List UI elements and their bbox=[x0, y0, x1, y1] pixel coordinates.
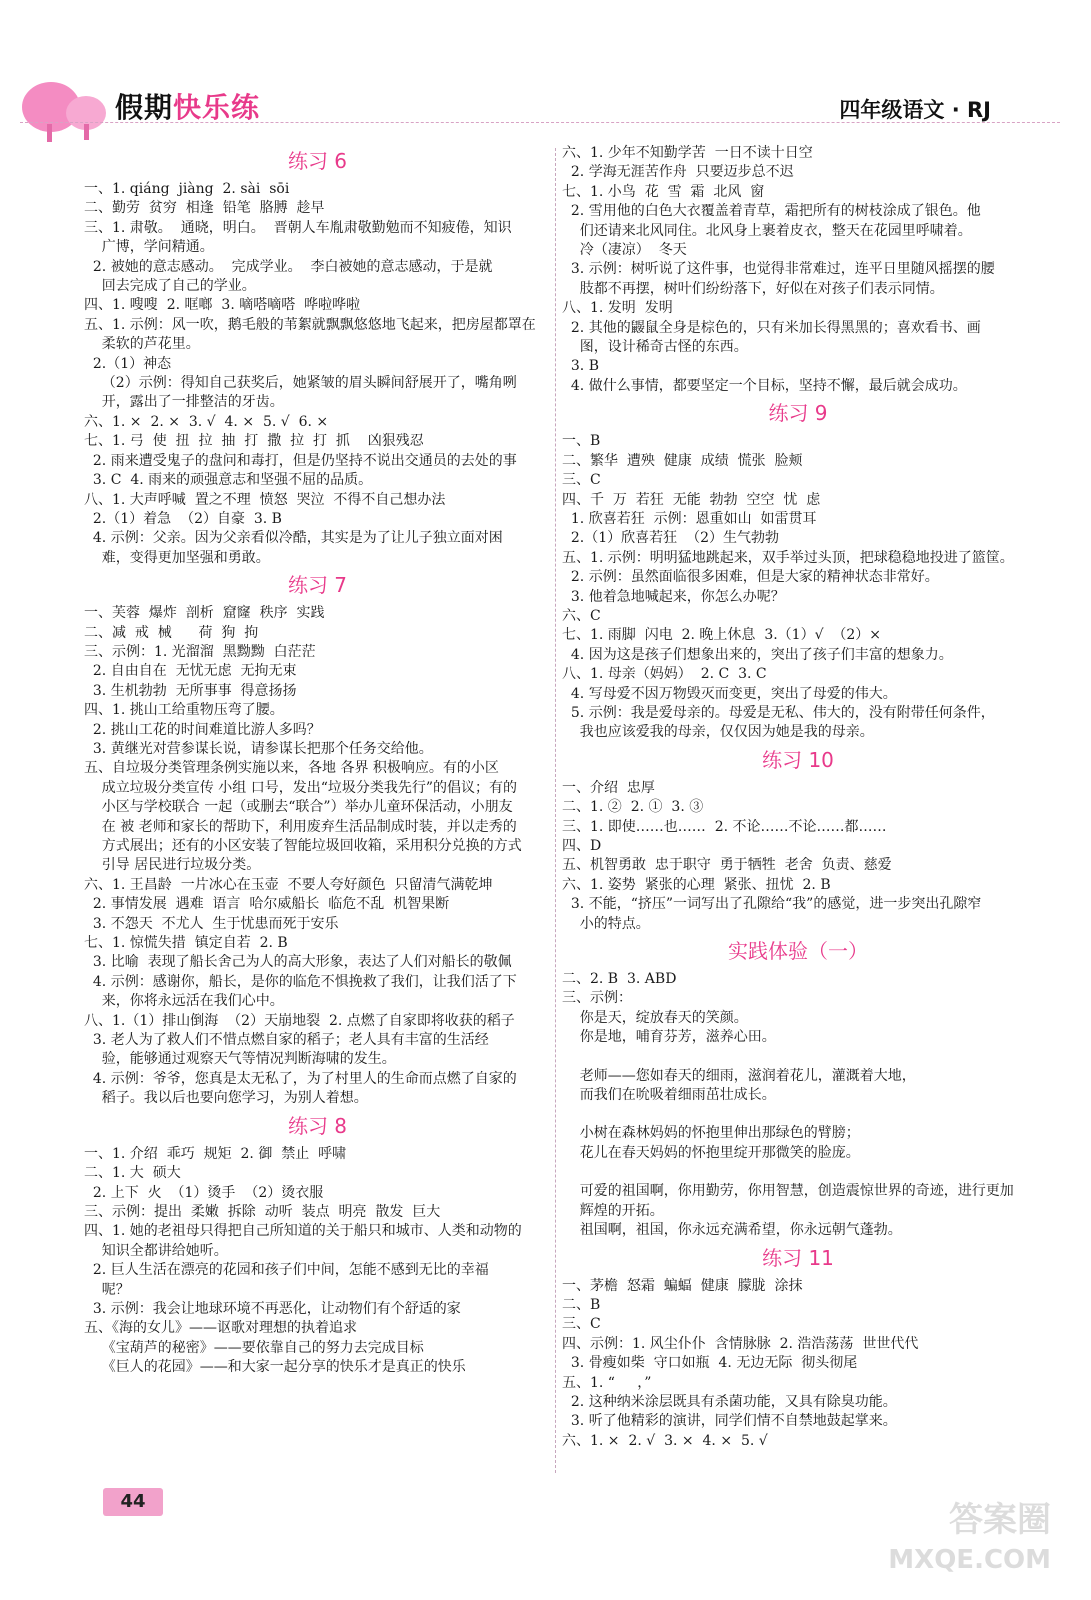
answer-line: 难，变得更加坚强和勇敢。 bbox=[84, 549, 270, 566]
answer-line: 四、千 万 若狂 无能 勃勃 空空 忧 虑 bbox=[562, 491, 821, 508]
answer-line: 2. 示例：虽然面临很多困难，但是大家的精神状态非常好。 bbox=[562, 569, 939, 586]
exercise-section bbox=[84, 146, 551, 568]
answer-line: 花儿在春天妈妈的怀抱里绽开那微笑的脸庞。 bbox=[562, 1144, 860, 1161]
answer-line: 广博，学问精通。 bbox=[84, 239, 214, 256]
answer-line: 引导 居民进行垃圾分类。 bbox=[84, 857, 261, 874]
answer-line: 六、1. × 2. √ 3. × 4. × 5. √ bbox=[562, 1432, 768, 1449]
answer-line: 们还请来北风同住。北风身上裹着皮衣，整天在花园里呼啸着。 bbox=[562, 222, 972, 239]
grade-label: 四年级语文 · RJ bbox=[839, 98, 991, 122]
answer-line: 三、C bbox=[562, 1316, 601, 1333]
watermark-line2: MXQE.COM bbox=[888, 1545, 1051, 1575]
section-title: 实践体验（一） bbox=[728, 939, 868, 964]
answer-line: 2. 事情发展 遇难 语言 哈尔威船长 临危不乱 机智果断 bbox=[84, 896, 450, 913]
answer-line: 知识全都讲给她听。 bbox=[84, 1242, 228, 1259]
answer-line: 2. 这种纳米涂层既具有杀菌功能，又具有除臭功能。 bbox=[562, 1393, 897, 1410]
answer-line: 5. 示例：我是爱母亲的。母爱是无私、伟大的，没有附带任何条件， bbox=[562, 704, 995, 721]
section-title: 练习 9 bbox=[768, 401, 828, 426]
answer-line: 稻子。我以后也要向您学习，为别人着想。 bbox=[84, 1090, 368, 1107]
answer-line: 2.（1）欣喜若狂 （2）生气勃勃 bbox=[562, 530, 779, 547]
answer-line: 八、1.（1）排山倒海 （2）天崩地裂 2. 点燃了自家即将收获的稻子 bbox=[84, 1012, 515, 1029]
answer-line: 来，你将永远活在我们心中。 bbox=[84, 993, 284, 1010]
answer-line: 八、1. 母亲（妈妈） 2. C 3. C bbox=[562, 666, 767, 683]
section-title: 练习 7 bbox=[287, 573, 348, 598]
answer-line: 2. 挑山工花的时间难道比游人多吗？ bbox=[84, 721, 321, 738]
answer-line: 验，能够通过观察天气等情况判断海啸的发生。 bbox=[84, 1051, 396, 1068]
answer-line: 2.（1）着急 （2）自豪 3. B bbox=[84, 510, 282, 527]
answer-line: 2. 自由自在 无忧无虑 无拘无束 bbox=[84, 663, 297, 680]
answer-line: 《巨人的花园》——和大家一起分享的快乐才是真正的快乐 bbox=[84, 1359, 466, 1376]
answer-line: 二、2. B 3. ABD bbox=[562, 971, 677, 988]
answer-line: 三、示例：提出 柔嫩 拆除 动听 装点 明亮 散发 巨大 bbox=[84, 1203, 441, 1220]
answer-line: 4. 因为这是孩子们想象出来的，突出了孩子们丰富的想象力。 bbox=[562, 646, 953, 663]
answer-line: 一、1. qiáng jiàng 2. sài sōi bbox=[84, 181, 290, 197]
answer-line: 4. 写母爱不因万物毁灭而变更，突出了母爱的伟大。 bbox=[562, 685, 897, 702]
answer-line: 图，设计稀奇古怪的东西。 bbox=[562, 339, 748, 356]
answer-line: 2. 巨人生活在漂亮的花园和孩子们中间，怎能不感到无比的幸福 bbox=[84, 1262, 489, 1279]
answer-line: 辉煌的开拓。 bbox=[562, 1202, 664, 1219]
answer-line: 冷（凄凉） 冬天 bbox=[562, 242, 687, 259]
answer-line: 3. 黄继光对营参谋长说，请参谋长把那个任务交给他。 bbox=[84, 740, 433, 757]
answer-line bbox=[562, 1163, 1034, 1182]
answer-line: 3. 听了他精彩的演讲，同学们情不自禁地鼓起掌来。 bbox=[562, 1413, 897, 1430]
answer-line: 祖国啊，祖国，你永远充满希望，你永远朝气蓬勃。 bbox=[562, 1222, 902, 1239]
header-divider bbox=[20, 122, 1060, 133]
answer-line: 1. 欣喜若狂 示例：恩重如山 如雷贯耳 bbox=[562, 510, 817, 527]
section-title: 练习 10 bbox=[762, 747, 834, 772]
answer-line: 3. 老人为了救人们不惜点燃自家的稻子；老人具有丰富的生活经 bbox=[84, 1032, 489, 1049]
answer-line: 4. 示例：爷爷，您真是太无私了，为了村里人的生命而点燃了自家的 bbox=[84, 1070, 517, 1087]
answer-line: 3. 不能，“挤压”一词写出了孔隙给“我”的感觉，进一步突出孔隙窄 bbox=[562, 896, 982, 913]
answer-line: 我也应该爱我的母亲，仅仅因为她是我的母亲。 bbox=[562, 724, 874, 741]
answer-line: 六、C bbox=[562, 607, 601, 624]
answer-line: 四、示例：1. 风尘仆仆 含情脉脉 2. 浩浩荡荡 世世代代 bbox=[562, 1335, 919, 1352]
answer-line: 在 被 老师和家长的帮助下，利用废弃生活品制成时装，并以走秀的 bbox=[84, 818, 517, 835]
answer-line: 老师——您如春天的细雨，滋润着花儿，灌溉着大地， bbox=[562, 1067, 916, 1084]
answer-line: 3. 比喻 表现了船长舍己为人的高大形象，表达了人们对船长的敬佩 bbox=[84, 954, 512, 971]
answer-line: 四、1. 她的老祖母只得把自己所知道的关于船只和城市、人类和动物的 bbox=[84, 1223, 522, 1240]
answer-line: 3. 骨瘦如柴 守口如瓶 4. 无边无际 彻头彻尾 bbox=[562, 1355, 858, 1372]
answer-line: 小的特点。 bbox=[562, 915, 650, 932]
exercise-section bbox=[562, 1243, 1034, 1452]
answer-line: 三、示例：1. 光溜溜 黑黝黝 白茫茫 bbox=[84, 643, 316, 660]
answer-line: 二、勤劳 贫穷 相逢 铅笔 胳膊 趁早 bbox=[84, 200, 325, 217]
answer-line: 2. 被她的意志感动。 完成学业。 李白被她的意志感动，于是就 bbox=[84, 258, 493, 275]
answer-line: 成立垃圾分类宣传 小组 口号，发出“垃圾分类我先行”的倡议；有的 bbox=[84, 779, 518, 796]
answer-line: 七、1. 惊慌失措 镇定自若 2. B bbox=[84, 935, 288, 952]
answer-line: 而我们在吮吸着细雨茁壮成长。 bbox=[562, 1087, 776, 1104]
answer-line: 呢？ bbox=[84, 1281, 130, 1298]
answer-line: 一、1. 介绍 乖巧 规矩 2. 御 禁止 呼啸 bbox=[84, 1145, 347, 1162]
answer-line: 回去完成了自己的学业。 bbox=[84, 278, 256, 295]
exercise-section bbox=[562, 398, 1034, 743]
answer-line: 二、1. 大 硕大 bbox=[84, 1165, 181, 1182]
answer-line: 二、B bbox=[562, 1296, 601, 1313]
answer-line: 七、1. 雨脚 闪电 2. 晚上休息 3.（1）√ （2）× bbox=[562, 627, 882, 644]
answer-line: 3. 示例：我会让地球环境不再恶化，让动物们有个舒适的家 bbox=[84, 1300, 461, 1317]
exercise-section bbox=[562, 144, 1034, 396]
answer-line: 六、1. 王昌龄 一片冰心在玉壶 不要人夸好颜色 只留清气满乾坤 bbox=[84, 876, 493, 893]
answer-line: 3. 不怨天 不尤人 生于忧患而死于安乐 bbox=[84, 915, 339, 932]
answer-line: 五、1. 示例：明明猛地跳起来，双手举过头顶，把球稳稳地投进了篮筐。 bbox=[562, 549, 1014, 566]
answer-line: 《宝葫芦的秘密》——要依靠自己的努力去完成目标 bbox=[84, 1339, 424, 1356]
section-title: 练习 8 bbox=[287, 1113, 348, 1138]
answer-line: 八、1. 发明 发明 bbox=[562, 300, 673, 317]
answer-line: 3. 示例：树听说了这件事，也觉得非常难过，连平日里随风摇摆的腰 bbox=[562, 261, 995, 278]
answer-line: 方式展出；还有的小区安装了智能垃圾回收箱，采用积分兑换的方式 bbox=[84, 838, 522, 854]
answer-line: 六、1. × 2. × 3. √ 4. × 5. √ 6. × bbox=[84, 413, 329, 430]
answer-line: 3. C 4. 雨来的顽强意志和坚强不屈的品质。 bbox=[84, 472, 373, 489]
answer-line: 2. 其他的鼹鼠全身是棕色的，只有米加长得黑黑的；喜欢看书、画 bbox=[562, 319, 981, 336]
watermark bbox=[888, 1500, 1051, 1580]
answer-line: 三、示例： bbox=[562, 990, 632, 1007]
brand-part1: 假期 bbox=[115, 91, 174, 124]
answer-line: 一、B bbox=[562, 433, 601, 450]
answer-line: 四、1. 挑山工给重物压弯了腰。 bbox=[84, 702, 284, 719]
answer-line: 开，露出了一排整洁的牙齿。 bbox=[84, 394, 284, 411]
answer-line: （2）示例：得知自己获奖后，她紧皱的眉头瞬间舒展开了，嘴角咧 bbox=[84, 375, 517, 392]
answer-line: 4. 示例：父亲。因为父亲看似冷酷，其实是为了让儿子独立面对困 bbox=[84, 530, 503, 547]
exercise-section bbox=[562, 745, 1034, 934]
brand-title bbox=[115, 86, 260, 126]
left-column bbox=[84, 144, 551, 1378]
answer-line: 小区与学校联合 一起（或删去“联合”）举办儿童环保活动，小朋友 bbox=[84, 799, 513, 816]
answer-line bbox=[562, 1105, 1034, 1124]
answer-line: 2. 上下 火 （1）烫手 （2）烫衣服 bbox=[84, 1184, 324, 1201]
page-header bbox=[0, 0, 1091, 140]
answer-line: 五、1. 示例：风一吹，鹅毛般的苇絮就飘飘悠悠地飞起来，把房屋都罩在 bbox=[84, 316, 536, 333]
answer-line: 你是天，绽放春天的笑颜。 bbox=[562, 1009, 748, 1026]
answer-line: 小树在森林妈妈的怀抱里伸出那绿色的臂膀； bbox=[562, 1125, 860, 1142]
column-divider bbox=[555, 148, 556, 1473]
answer-line: 一、芙蓉 爆炸 剖析 窟窿 秩序 实践 bbox=[84, 605, 325, 622]
brand-part2: 快乐练 bbox=[173, 91, 261, 124]
answer-line: 二、减 戒 械 荷 狗 拘 bbox=[84, 624, 259, 641]
answer-line: 3. 他着急地喊起来，你怎么办呢？ bbox=[562, 588, 785, 605]
section-title: 练习 6 bbox=[287, 149, 348, 173]
exercise-section bbox=[84, 570, 551, 1109]
answer-line: 一、介绍 忠厚 bbox=[562, 779, 655, 796]
exercise-section bbox=[84, 1111, 551, 1378]
answer-line: 五、《海的女儿》——讴歌对理想的执着追求 bbox=[84, 1320, 357, 1337]
section-title: 练习 11 bbox=[762, 1245, 834, 1270]
answer-line: 3. 生机勃勃 无所事事 得意扬扬 bbox=[84, 682, 297, 699]
answer-line: 3. B bbox=[562, 358, 599, 375]
answer-line: 三、C bbox=[562, 472, 601, 489]
answer-line: 肢都不再摆，树叶们纷纷落下，好似在对孩子们表示同情。 bbox=[562, 280, 944, 297]
answer-line: 2.（1）神态 bbox=[84, 355, 172, 372]
answer-line: 2. 学海无涯苦作舟 只要迈步总不迟 bbox=[562, 164, 794, 181]
answer-line: 三、1. 肃敬。 通晓，明白。 晋朝人车胤肃敬勤勉而不知疲倦，知识 bbox=[84, 219, 512, 236]
answer-line: 四、1. 嗖嗖 2. 哐啷 3. 嘀嗒嘀嗒 哗啦哗啦 bbox=[84, 297, 361, 314]
answer-line: 六、1. 少年不知勤学苦 一日不读十日空 bbox=[562, 145, 813, 161]
answer-line: 二、繁华 遭殃 健康 成绩 慌张 脸颊 bbox=[562, 452, 803, 469]
answer-line: 4. 做什么事情，都要坚定一个目标，坚持不懈，最后就会成功。 bbox=[562, 377, 967, 394]
page-number: 44 bbox=[103, 1488, 163, 1516]
answer-line: 六、1. 姿势 紧张的心理 紧张、扭忧 2. B bbox=[562, 876, 831, 893]
answer-line: 八、1. 大声呼喊 置之不理 愤怒 哭泣 不得不自己想办法 bbox=[84, 491, 446, 508]
answer-line: 五、机智勇敢 忠于职守 勇于牺牲 老舍 负责、慈爱 bbox=[562, 857, 892, 874]
right-column bbox=[562, 144, 1034, 1451]
watermark-line1: 答案圈 bbox=[949, 1500, 1051, 1540]
answer-line: 五、1. “ ，” bbox=[562, 1374, 652, 1391]
answer-line: 三、1. 即使……也…… 2. 不论……不论……都…… bbox=[562, 818, 887, 835]
exercise-section bbox=[562, 936, 1034, 1240]
answer-line: 七、1. 弓 使 扭 拉 抽 打 撒 拉 打 抓 凶狠残忍 bbox=[84, 433, 424, 450]
answer-line: 四、D bbox=[562, 838, 602, 854]
answer-line: 五、自垃圾分类管理条例实施以来，各地 各界 积极响应。有的小区 bbox=[84, 760, 499, 777]
answer-line: 4. 示例：感谢你，船长，是你的临危不惧挽救了我们，让我们活了下 bbox=[84, 973, 517, 990]
answer-line: 2. 雪用他的白色大衣覆盖着青草，霜把所有的树枝涂成了银色。他 bbox=[562, 203, 981, 220]
answer-line: 你是地，哺育芬芳，滋养心田。 bbox=[562, 1029, 776, 1046]
answer-line: 2. 雨来遭受鬼子的盘问和毒打，但是仍坚持不说出交通员的去处的事 bbox=[84, 452, 517, 469]
answer-line: 柔软的芦花里。 bbox=[84, 336, 200, 353]
answer-line: 七、1. 小鸟 花 雪 霜 北风 窗 bbox=[562, 183, 765, 200]
answer-line: 一、茅檐 怒霜 蝙蝠 健康 朦胧 涂抹 bbox=[562, 1277, 803, 1294]
answer-line: 可爱的祖国啊，你用勤劳，你用智慧，创造震惊世界的奇迹，进行更加 bbox=[562, 1183, 1014, 1200]
answer-line bbox=[562, 1048, 1034, 1067]
answer-line: 二、1. ② 2. ① 3. ③ bbox=[562, 799, 704, 816]
